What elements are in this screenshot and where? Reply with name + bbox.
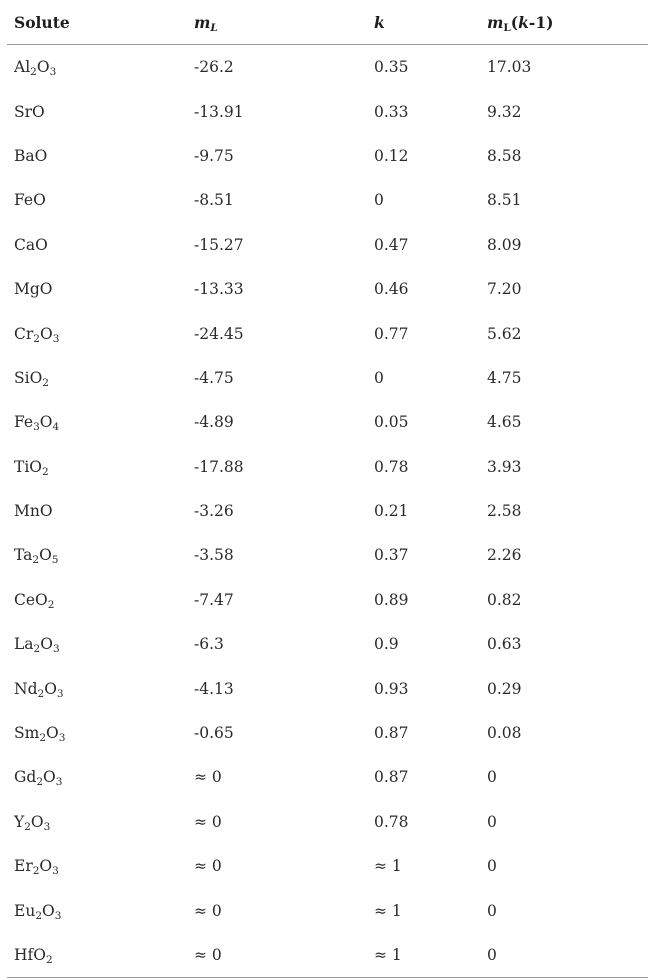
- solute-cell: $Er_2O_3$: [14, 857, 59, 878]
- ml-k-minus-1-cell: 2.26: [487, 546, 522, 565]
- ml-k-minus-1-cell: 0: [487, 857, 497, 876]
- table-row: [7, 489, 648, 533]
- ml-k-minus-1-cell: 0.08: [487, 724, 522, 743]
- table-row: [7, 800, 648, 844]
- table-row: [7, 45, 648, 90]
- table-row: [7, 223, 648, 267]
- solute-cell: $Nd_2O_3$: [14, 679, 64, 700]
- k-cell: 0.87: [374, 768, 409, 787]
- ml-k-minus-1-cell: 3.93: [487, 457, 522, 476]
- ml-cell: -13.33: [194, 280, 244, 299]
- ml-cell: -3.58: [194, 546, 234, 565]
- ml-k-minus-1-cell: 8.58: [487, 146, 522, 165]
- k-cell: 0.46: [374, 280, 409, 299]
- ml-k-minus-1-cell: 4.75: [487, 368, 522, 387]
- table-row: [7, 178, 648, 222]
- table-row: [7, 89, 648, 133]
- ml-cell: -9.75: [194, 146, 234, 165]
- solute-cell: $Eu_2O_3$: [14, 901, 62, 922]
- solute-table: [7, 0, 648, 978]
- ml-cell: ≈ 0: [194, 812, 222, 831]
- ml-cell: ≈ 0: [194, 768, 222, 787]
- table-row: [7, 666, 648, 710]
- ml-k-minus-1-cell: 0.63: [487, 635, 522, 654]
- ml-k-minus-1-cell: 0.82: [487, 590, 522, 609]
- ml-cell: ≈ 0: [194, 857, 222, 876]
- ml-cell: -4.89: [194, 413, 234, 432]
- ml-cell: -24.45: [194, 324, 244, 343]
- solute-cell: $La_2O_3$: [14, 635, 60, 656]
- table-header: [7, 0, 648, 45]
- k-cell: 0.77: [374, 324, 409, 343]
- table-row: [7, 311, 648, 355]
- solute-cell: SrO: [14, 102, 45, 121]
- k-cell: 0.9: [374, 635, 399, 654]
- header-k: k: [367, 0, 480, 45]
- table-row: [7, 578, 648, 622]
- ml-k-minus-1-cell: 7.20: [487, 280, 522, 299]
- table-row: [7, 445, 648, 489]
- solute-cell: MgO: [14, 280, 53, 299]
- k-cell: ≈ 1: [367, 933, 480, 978]
- ml-k-minus-1-cell: 0: [487, 812, 497, 831]
- ml-k-minus-1-cell: 8.09: [487, 235, 522, 254]
- header-ml: $m_L$: [187, 0, 367, 45]
- table-body: [7, 45, 648, 978]
- header-ml-k-minus-1: $m_L(k-1)$: [480, 0, 648, 45]
- ml-cell: -3.26: [194, 502, 234, 521]
- table-row: [7, 844, 648, 888]
- solute-cell: $Cr_2O_3$: [14, 324, 60, 345]
- table-row: [7, 888, 648, 932]
- solute-cell: CeO$_2$: [14, 590, 55, 611]
- k-cell: 0.89: [374, 590, 409, 609]
- k-cell: 0.37: [374, 546, 409, 565]
- ml-k-minus-1-cell: 8.51: [487, 191, 522, 210]
- k-cell: 0.21: [374, 502, 409, 521]
- k-cell: 0: [374, 191, 384, 210]
- solute-cell: SiO$_2$: [14, 368, 49, 389]
- k-cell: ≈ 1: [374, 901, 402, 920]
- ml-k-minus-1-cell: 5.62: [487, 324, 522, 343]
- header-row: [7, 0, 648, 45]
- ml-k-minus-1-cell: 0: [487, 901, 497, 920]
- ml-cell: ≈ 0: [194, 901, 222, 920]
- table-row: [7, 533, 648, 577]
- table-row: [7, 755, 648, 799]
- solute-cell: $Fe_3O_4$: [14, 413, 60, 434]
- k-cell: 0.78: [374, 812, 409, 831]
- k-cell: 0.35: [374, 58, 409, 77]
- ml-cell: -7.47: [194, 590, 234, 609]
- ml-cell: ≈ 0: [187, 933, 367, 978]
- solute-cell: $Al_2O_3$: [14, 58, 57, 79]
- k-cell: 0.12: [374, 146, 409, 165]
- ml-cell: -4.13: [194, 679, 234, 698]
- ml-cell: -6.3: [194, 635, 224, 654]
- ml-k-minus-1-cell: 9.32: [487, 102, 522, 121]
- table-row: [7, 267, 648, 311]
- ml-k-minus-1-cell: 17.03: [487, 58, 532, 77]
- solute-cell: TiO$_2$: [14, 457, 49, 478]
- ml-k-minus-1-cell: 0: [480, 933, 648, 978]
- k-cell: 0.78: [374, 457, 409, 476]
- k-cell: 0.33: [374, 102, 409, 121]
- ml-cell: -17.88: [194, 457, 244, 476]
- solute-cell: BaO: [14, 146, 48, 165]
- ml-cell: -15.27: [194, 235, 244, 254]
- table-row: [7, 356, 648, 400]
- solute-cell: MnO: [14, 502, 53, 521]
- k-cell: ≈ 1: [374, 857, 402, 876]
- header-solute: Solute: [7, 0, 187, 45]
- solute-cell: $Y_2O_3$: [14, 812, 51, 833]
- solute-cell: CaO: [14, 235, 48, 254]
- ml-k-minus-1-cell: 0: [487, 768, 497, 787]
- ml-k-minus-1-cell: 2.58: [487, 502, 522, 521]
- solute-cell: $Ta_2O_5$: [14, 546, 59, 567]
- k-cell: 0.47: [374, 235, 409, 254]
- k-cell: 0.93: [374, 679, 409, 698]
- ml-cell: -8.51: [194, 191, 234, 210]
- solute-cell: FeO: [14, 191, 46, 210]
- k-cell: 0.87: [374, 724, 409, 743]
- ml-cell: -0.65: [194, 724, 234, 743]
- table-row: [7, 711, 648, 755]
- table-row: [7, 622, 648, 666]
- ml-k-minus-1-cell: 0.29: [487, 679, 522, 698]
- ml-cell: -13.91: [194, 102, 244, 121]
- k-cell: 0.05: [374, 413, 409, 432]
- table-row: [7, 933, 648, 978]
- ml-cell: -26.2: [194, 58, 234, 77]
- solute-cell: HfO$_2$: [7, 933, 187, 978]
- ml-cell: -4.75: [194, 368, 234, 387]
- k-cell: 0: [374, 368, 384, 387]
- solute-cell: $Sm_2O_3$: [14, 724, 66, 745]
- solute-table-container: [7, 0, 648, 978]
- ml-k-minus-1-cell: 4.65: [487, 413, 522, 432]
- table-row: [7, 400, 648, 444]
- table-row: [7, 134, 648, 178]
- solute-cell: $Gd_2O_3$: [14, 768, 63, 789]
